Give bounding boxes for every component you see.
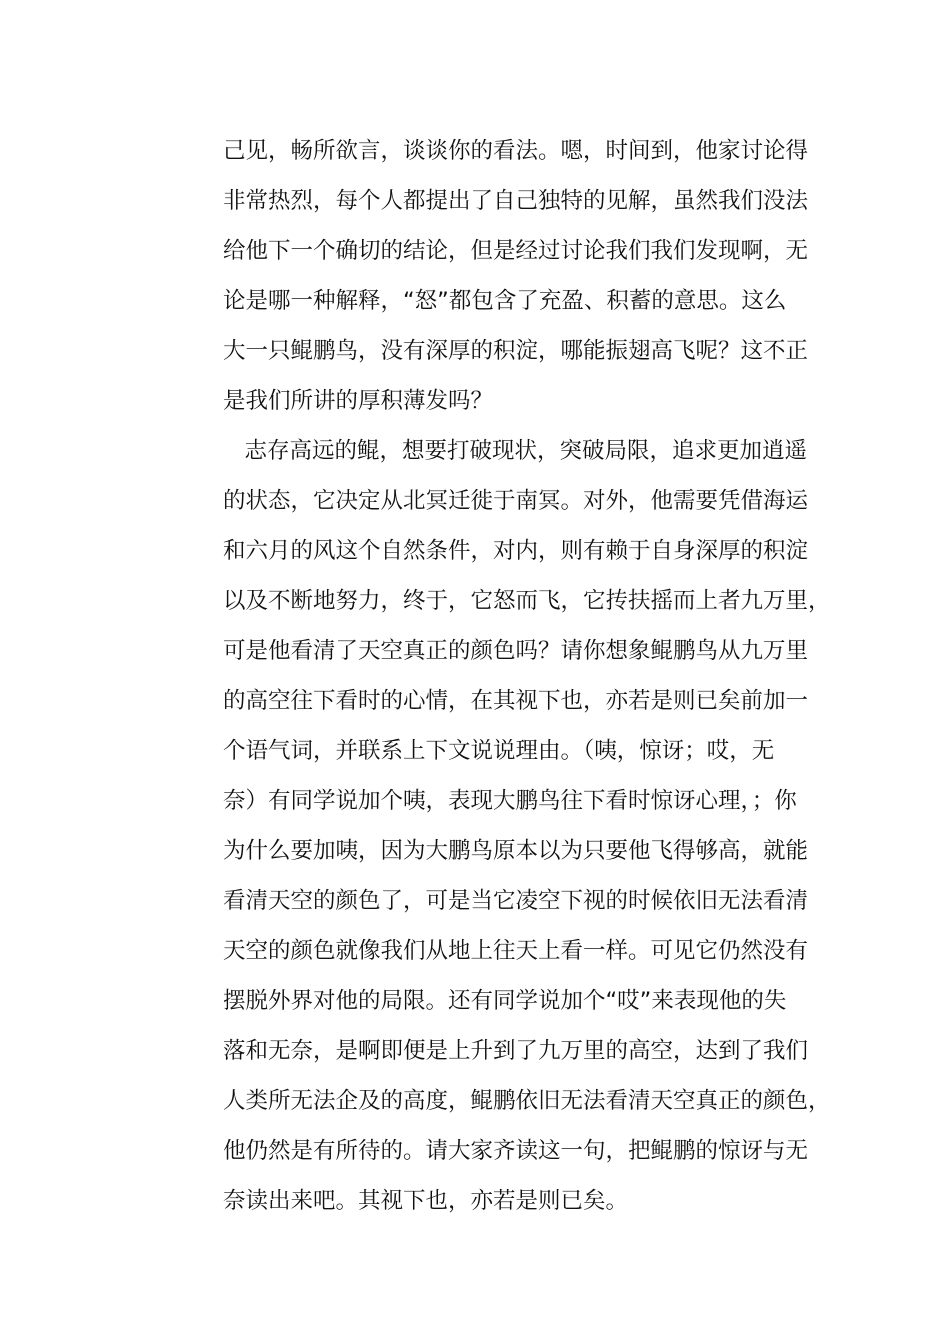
text-line: 人类所无法企及的高度，鲲鹏依旧无法看清天空真正的颜色，	[223, 1088, 831, 1114]
text-line: 可是他看清了天空真正的颜色吗？请你想象鲲鹏鸟从九万里	[223, 638, 809, 664]
text-line: 奈）有同学说加个咦，表现大鹏鸟往下看时惊讶心理，；你	[223, 788, 797, 814]
text-line: 摆脱外界对他的局限。还有同学说加个“哎”来表现他的失	[223, 988, 787, 1014]
paragraph-start-line: 志存高远的鲲，想要打破现状，突破局限，追求更加逍遥	[223, 438, 807, 464]
text-line: 给他下一个确切的结论，但是经过讨论我们我们发现啊，无	[223, 238, 809, 264]
text-line: 和六月的风这个自然条件，对内，则有赖于自身深厚的积淀	[223, 538, 809, 564]
text-line: 天空的颜色就像我们从地上往天上看一样。可见它仍然没有	[223, 938, 809, 964]
text-line: 大一只鲲鹏鸟，没有深厚的积淀，哪能振翅高飞呢？这不正	[223, 338, 809, 364]
text-line: 非常热烈，每个人都提出了自己独特的见解，虽然我们没法	[223, 188, 809, 214]
text-line: 己见，畅所欲言，谈谈你的看法。嗯，时间到，他家讨论得	[223, 138, 809, 164]
text-line: 他仍然是有所待的。请大家齐读这一句，把鲲鹏的惊讶与无	[223, 1138, 809, 1164]
text-line: 的高空往下看时的心情，在其视下也，亦若是则已矣前加一	[223, 688, 809, 714]
text-line: 的状态，它决定从北冥迁徙于南冥。对外，他需要凭借海运	[223, 488, 809, 514]
text-line: 以及不断地努力，终于，它怒而飞，它抟扶摇而上者九万里，	[223, 588, 831, 614]
text-line: 个语气词，并联系上下文说说理由。（咦，惊讶；哎，无	[223, 738, 775, 764]
text-line: 看清天空的颜色了，可是当它凌空下视的时候依旧无法看清	[223, 888, 809, 914]
text-line: 为什么要加咦，因为大鹏鸟原本以为只要他飞得够高，就能	[223, 838, 809, 864]
text-line: 论是哪一种解释，“怒”都包含了充盈、积蓄的意思。这么	[223, 288, 787, 314]
text-line: 是我们所讲的厚积薄发吗？	[223, 388, 494, 414]
text-line: 奈读出来吧。其视下也，亦若是则已矣。	[223, 1188, 629, 1214]
text-line: 落和无奈，是啊即便是上升到了九万里的高空，达到了我们	[223, 1038, 809, 1064]
